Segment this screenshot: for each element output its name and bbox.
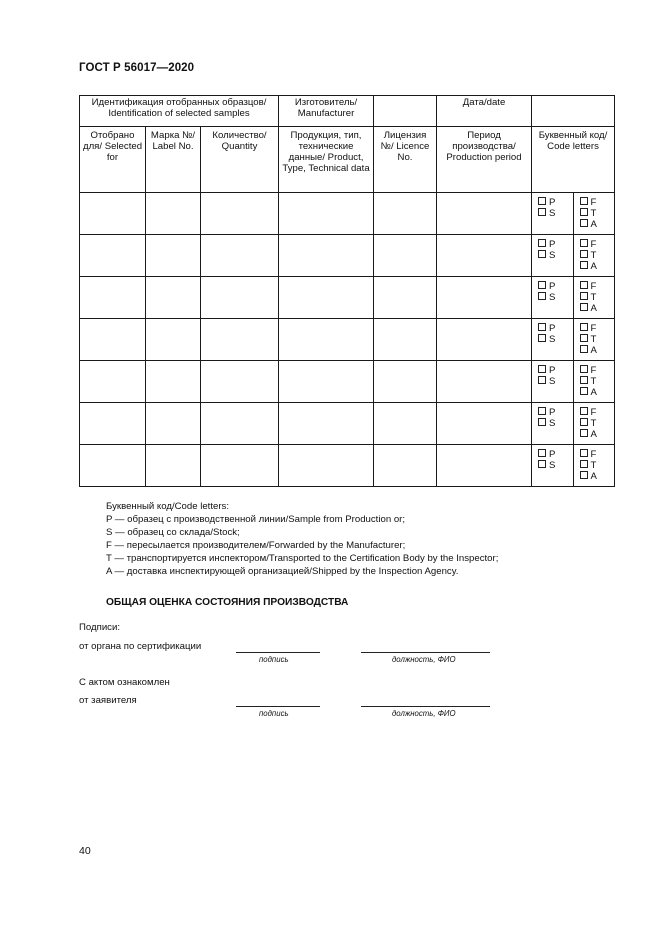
product-cell[interactable] [279, 361, 374, 403]
code-option-label: P [549, 281, 556, 292]
code-option-label: P [549, 197, 556, 208]
selected-for-cell[interactable] [80, 193, 146, 235]
product-cell[interactable] [279, 403, 374, 445]
label-no-cell[interactable] [146, 277, 201, 319]
from-cert-body-label: от органа по сертификации [79, 641, 202, 652]
checkbox-icon[interactable] [538, 208, 546, 216]
manufacturer-header: Изготовитель/ Manufacturer [279, 96, 374, 127]
checkbox-icon[interactable] [538, 250, 546, 258]
table-header-row-top [80, 96, 615, 127]
code-option-p[interactable] [538, 407, 573, 418]
label-no-cell[interactable] [146, 445, 201, 487]
legend-item-s: S — образец со склада/Stock; [106, 527, 240, 539]
product-cell[interactable] [279, 319, 374, 361]
code-option-s[interactable] [538, 250, 573, 261]
selected-for-cell[interactable] [80, 277, 146, 319]
code-option-label: T [590, 292, 597, 303]
legend-item-t: T — транспортируется инспектором/Transported to the Certification Body by the Inspector; [106, 553, 499, 565]
samples-table [79, 95, 615, 487]
table-row [80, 193, 615, 235]
position-name-line[interactable] [361, 652, 490, 653]
checkbox-icon[interactable] [580, 250, 588, 258]
checkbox-icon[interactable] [538, 418, 546, 426]
selected-for-cell[interactable] [80, 403, 146, 445]
selected-for-cell[interactable] [80, 445, 146, 487]
col-code-letters: Буквенный код/ Code letters [532, 127, 615, 193]
code-option-label: P [549, 323, 556, 334]
code-option-label: S [549, 250, 556, 261]
checkbox-icon[interactable] [538, 197, 546, 205]
code-option-label: F [590, 197, 597, 208]
checkbox-icon[interactable] [538, 407, 546, 415]
checkbox-icon[interactable] [580, 323, 588, 331]
checkbox-icon[interactable] [538, 460, 546, 468]
col-period: Период производства/ Production period [437, 127, 532, 193]
product-cell[interactable] [279, 235, 374, 277]
code-option-label: F [590, 239, 597, 250]
code-option-f[interactable] [580, 239, 615, 250]
signature-caption: подпись [259, 655, 289, 664]
quantity-cell[interactable] [201, 319, 279, 361]
licence-cell[interactable] [374, 445, 437, 487]
quantity-cell[interactable] [201, 403, 279, 445]
licence-cell[interactable] [374, 403, 437, 445]
licence-cell[interactable] [374, 361, 437, 403]
code-option-label: S [549, 460, 556, 471]
checkbox-icon[interactable] [580, 334, 588, 342]
code-option-t[interactable] [580, 292, 615, 303]
col-label-no: Марка №/ Label No. [146, 127, 201, 193]
table-row [80, 277, 615, 319]
code-option-label: F [590, 281, 597, 292]
legend-item-f: F — пересылается производителем/Forwarded by the Manufacturer; [106, 540, 406, 552]
code-option-t[interactable] [580, 460, 615, 471]
page-number: 40 [79, 845, 91, 857]
code-option-s[interactable] [538, 376, 573, 387]
code-option-label: T [590, 376, 597, 387]
code-option-label: A [590, 219, 597, 230]
licence-cell[interactable] [374, 193, 437, 235]
table-row [80, 319, 615, 361]
code-option-label: F [590, 323, 597, 334]
date-header: Дата/date [437, 96, 532, 127]
code-letters-cell [532, 445, 615, 487]
code-option-label: F [590, 407, 597, 418]
code-option-s[interactable] [538, 334, 573, 345]
checkbox-icon[interactable] [580, 449, 588, 457]
checkbox-icon[interactable] [580, 239, 588, 247]
code-option-label: P [549, 407, 556, 418]
checkbox-icon[interactable] [580, 303, 588, 311]
quantity-cell[interactable] [201, 193, 279, 235]
period-cell[interactable] [437, 235, 532, 277]
assessment-title: ОБЩАЯ ОЦЕНКА СОСТОЯНИЯ ПРОИЗВОДСТВА [106, 597, 349, 608]
selected-for-cell[interactable] [80, 361, 146, 403]
code-option-label: T [590, 418, 597, 429]
code-option-label: A [590, 471, 597, 482]
table-row [80, 235, 615, 277]
acquainted-label: С актом ознакомлен [79, 677, 170, 688]
quantity-cell[interactable] [201, 277, 279, 319]
legend-title: Буквенный код/Code letters: [106, 501, 230, 512]
code-option-a[interactable] [580, 303, 615, 314]
document-code: ГОСТ Р 56017—2020 [79, 62, 195, 74]
checkbox-icon[interactable] [538, 323, 546, 331]
checkbox-icon[interactable] [580, 387, 588, 395]
checkbox-icon[interactable] [538, 334, 546, 342]
table-row [80, 361, 615, 403]
code-option-p[interactable] [538, 239, 573, 250]
code-option-label: A [590, 261, 597, 272]
code-option-label: S [549, 418, 556, 429]
legend-item-p: P — образец с производственной линии/Sample from Production or; [106, 514, 406, 526]
selected-for-cell[interactable] [80, 319, 146, 361]
code-option-a[interactable] [580, 261, 615, 272]
quantity-cell[interactable] [201, 361, 279, 403]
licence-cell[interactable] [374, 319, 437, 361]
code-letters-legend [106, 500, 498, 579]
code-option-f[interactable] [580, 281, 615, 292]
position-name-caption: должность, ФИО [392, 709, 456, 718]
code-option-p[interactable] [538, 365, 573, 376]
code-option-label: F [590, 449, 597, 460]
checkbox-icon[interactable] [538, 376, 546, 384]
code-option-t[interactable] [580, 418, 615, 429]
code-option-label: T [590, 250, 597, 261]
code-letters-cell [532, 235, 615, 277]
checkbox-icon[interactable] [580, 429, 588, 437]
table-row [80, 445, 615, 487]
label-no-cell[interactable] [146, 319, 201, 361]
code-option-label: P [549, 239, 556, 250]
code-option-s[interactable] [538, 208, 573, 219]
table-header-row-columns [80, 127, 615, 193]
label-no-cell[interactable] [146, 361, 201, 403]
table-row [80, 403, 615, 445]
product-cell[interactable] [279, 193, 374, 235]
code-letters-cell [532, 403, 615, 445]
col-licence: Лицензия №/ Licence No. [374, 127, 437, 193]
position-name-line[interactable] [361, 706, 490, 707]
code-option-label: S [549, 334, 556, 345]
licence-cell[interactable] [374, 235, 437, 277]
code-option-p[interactable] [538, 323, 573, 334]
checkbox-icon[interactable] [580, 292, 588, 300]
code-option-t[interactable] [580, 208, 615, 219]
checkbox-icon[interactable] [580, 219, 588, 227]
period-cell[interactable] [437, 445, 532, 487]
code-option-label: F [590, 365, 597, 376]
blank-header-cell [374, 96, 437, 127]
code-option-label: A [590, 303, 597, 314]
code-option-s[interactable] [538, 418, 573, 429]
code-option-label: P [549, 365, 556, 376]
code-option-label: S [549, 376, 556, 387]
quantity-cell[interactable] [201, 235, 279, 277]
checkbox-icon[interactable] [580, 365, 588, 373]
legend-item-a: A — доставка инспектирующей организацией/Shipped by the Inspection Agency. [106, 566, 459, 578]
code-option-label: P [549, 449, 556, 460]
checkbox-icon[interactable] [580, 460, 588, 468]
from-applicant-label: от заявителя [79, 695, 137, 706]
code-option-f[interactable] [580, 365, 615, 376]
period-cell[interactable] [437, 193, 532, 235]
checkbox-icon[interactable] [580, 376, 588, 384]
identification-header: Идентификация отобранных образцов/ Identification of selected samples [80, 96, 279, 127]
label-no-cell[interactable] [146, 403, 201, 445]
checkbox-icon[interactable] [538, 239, 546, 247]
checkbox-icon[interactable] [580, 471, 588, 479]
code-option-label: A [590, 345, 597, 356]
period-cell[interactable] [437, 319, 532, 361]
code-option-label: S [549, 208, 556, 219]
checkbox-icon[interactable] [580, 197, 588, 205]
code-option-a[interactable] [580, 471, 615, 482]
checkbox-icon[interactable] [580, 208, 588, 216]
product-cell[interactable] [279, 445, 374, 487]
checkbox-icon[interactable] [580, 418, 588, 426]
code-option-label: A [590, 429, 597, 440]
code-letters-cell [532, 193, 615, 235]
code-option-a[interactable] [580, 387, 615, 398]
period-cell[interactable] [437, 403, 532, 445]
blank-header-cell [532, 96, 615, 127]
code-letters-cell [532, 361, 615, 403]
code-option-t[interactable] [580, 376, 615, 387]
code-option-f[interactable] [580, 449, 615, 460]
signature-line[interactable] [236, 706, 320, 707]
code-option-t[interactable] [580, 250, 615, 261]
col-selected-for: Отобрано для/ Selected for [80, 127, 146, 193]
quantity-cell[interactable] [201, 445, 279, 487]
product-cell[interactable] [279, 277, 374, 319]
code-letters-cell [532, 277, 615, 319]
label-no-cell[interactable] [146, 235, 201, 277]
code-option-a[interactable] [580, 219, 615, 230]
checkbox-icon[interactable] [538, 449, 546, 457]
code-option-label: T [590, 208, 597, 219]
checkbox-icon[interactable] [580, 345, 588, 353]
code-option-f[interactable] [580, 197, 615, 208]
checkbox-icon[interactable] [538, 365, 546, 373]
code-option-label: A [590, 387, 597, 398]
licence-cell[interactable] [374, 277, 437, 319]
signatures-label: Подписи: [79, 622, 120, 633]
checkbox-icon[interactable] [538, 292, 546, 300]
checkbox-icon[interactable] [580, 261, 588, 269]
code-letters-cell [532, 319, 615, 361]
code-option-s[interactable] [538, 460, 573, 471]
col-product: Продукция, тип, технические данные/ Product, Type, Technical data [279, 127, 374, 193]
period-cell[interactable] [437, 277, 532, 319]
code-option-label: T [590, 334, 597, 345]
code-option-f[interactable] [580, 407, 615, 418]
col-quantity: Количество/ Quantity [201, 127, 279, 193]
code-option-a[interactable] [580, 429, 615, 440]
code-option-t[interactable] [580, 334, 615, 345]
signature-line[interactable] [236, 652, 320, 653]
label-no-cell[interactable] [146, 193, 201, 235]
code-option-a[interactable] [580, 345, 615, 356]
code-option-s[interactable] [538, 292, 573, 303]
code-option-f[interactable] [580, 323, 615, 334]
code-option-p[interactable] [538, 449, 573, 460]
code-option-label: S [549, 292, 556, 303]
period-cell[interactable] [437, 361, 532, 403]
position-name-caption: должность, ФИО [392, 655, 456, 664]
checkbox-icon[interactable] [538, 281, 546, 289]
checkbox-icon[interactable] [580, 281, 588, 289]
code-option-label: T [590, 460, 597, 471]
signature-caption: подпись [259, 709, 289, 718]
selected-for-cell[interactable] [80, 235, 146, 277]
code-option-p[interactable] [538, 197, 573, 208]
code-option-p[interactable] [538, 281, 573, 292]
checkbox-icon[interactable] [580, 407, 588, 415]
